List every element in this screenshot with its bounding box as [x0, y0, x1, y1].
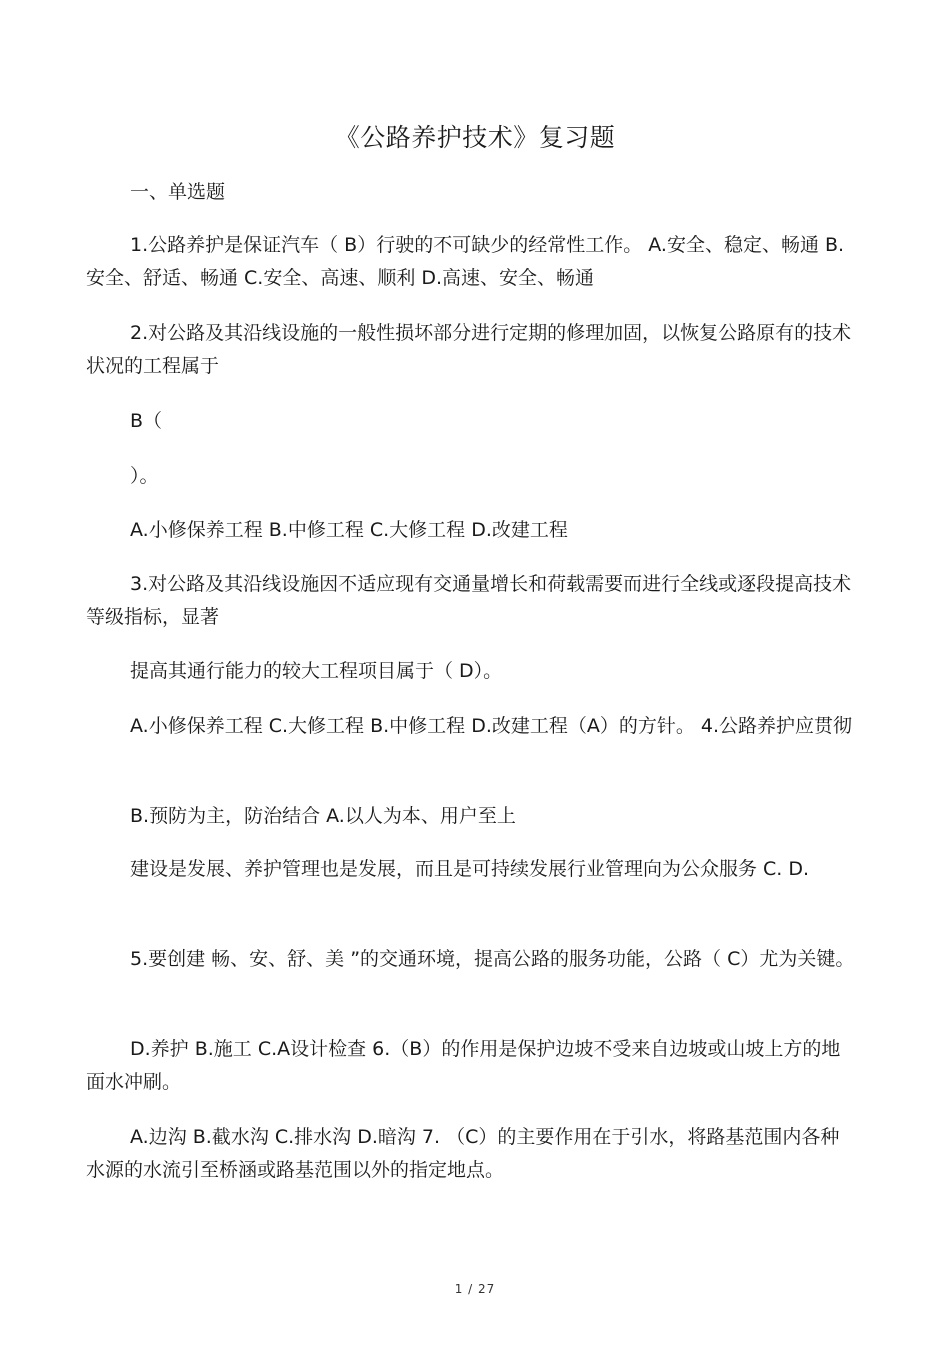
paragraph-q4-options-cd: 建设是发展、养护管理也是发展，而且是可持续发展行业管理向为公众服务 C. D. [130, 858, 810, 880]
document-title: 《公路养护技术》复习题 [334, 123, 616, 152]
paragraph-q2-close: ）。 [130, 465, 159, 487]
paragraph-q2-options: A.小修保养工程 B.中修工程 C.大修工程 D.改建工程 [130, 519, 568, 541]
paragraph-q3: 3.对公路及其沿线设施因不适应现有交通量增长和荷载需要而进行全线或逐段提高技术等级指标，显著 [86, 573, 852, 628]
paragraph-q3-cont: 提高其通行能力的较大工程项目属于（ D）。 [130, 660, 503, 682]
paragraph-q2-answer: B（ [130, 410, 163, 432]
paragraph-q4-options-ab: B.预防为主，防治结合 A.以人为本、用户至上 [130, 805, 516, 827]
section-heading: 一、单选题 [130, 181, 226, 203]
page-number: 1 / 27 [454, 1282, 496, 1296]
paragraph-q5-options-q6: D.养护 B.施工 C.A设计检查 6.（B）的作用是保护边坡不受来自边坡或山坡上方的地面水冲刷。 [86, 1038, 841, 1093]
paragraph-q2: 2.对公路及其沿线设施的一般性损坏部分进行定期的修理加固，以恢复公路原有的技术状况的工程属于 [86, 322, 852, 377]
paragraph-q5: 5.要创建 畅、安、舒、美 ”的交通环境，提高公路的服务功能，公路（ C）尤为关键。 [130, 948, 855, 970]
paragraph-q6-options-q7: A.边沟 B.截水沟 C.排水沟 D.暗沟 7. （C）的主要作用在于引水，将路基范围内各种水源的水流引至桥涵或路基范围以外的指定地点。 [86, 1126, 840, 1181]
paragraph-q3-options: A.小修保养工程 C.大修工程 B.中修工程 D.改建工程（A）的方针。 4.公路养护应贯彻 [130, 715, 853, 737]
paragraph-q1: 1.公路养护是保证汽车（ B）行驶的不可缺少的经常性工作。 A.安全、稳定、畅通 B.安全、舒适、畅通 C.安全、高速、顺利 D.高速、安全、畅通 [86, 234, 845, 289]
